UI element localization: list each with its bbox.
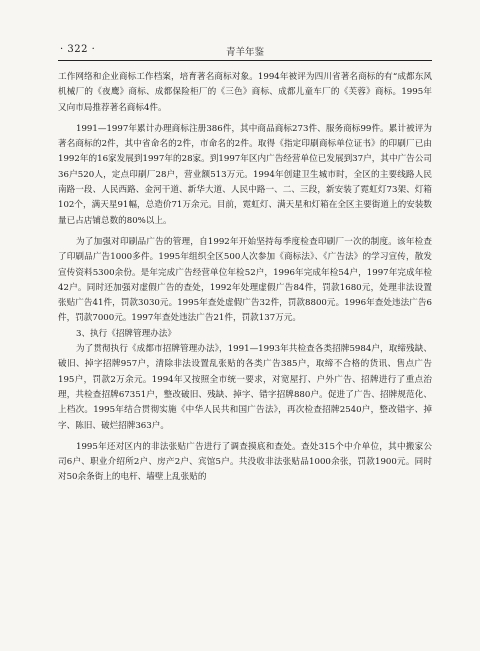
paragraph: 为了加强对印刷品广告的管理，自1992年开始坚持每季度检查印刷厂一次的制度。该年检查了印刷品广告1000多件。1995年组织全区500人次参加《商标法》、《广告法》的学习宣传，散发宣传资料5300余份。是年完成广告经营单位年检52户，1996年完成年检54户，1997年完成年检42户。同时还加强对虚假广告的查处，1992年处理虚假广告84件，罚款1680元，处理非法设置张贴广告41件，罚款3030元。1995年查处虚假广告32件，罚款8800元。1996年查处违法广告6件，罚款7000元。1997年查处违法广告21件，罚款137万元。 — [58, 236, 432, 324]
body-text — [58, 70, 432, 486]
paragraph: 为了贯彻执行《成都市招牌管理办法》，1991—1993年共检查各类招牌5984户，取缔残缺、破旧、掉字招牌957户，清除非法设置乱张贴的各类广告385户，取缔不合格的货讯、售点广告195户，罚款2万余元。1994年又按照全市统一要求，对宽屋打、户外广告、招牌进行了重点治理，共检查招牌67351户，整改破旧、残缺、掉字、错字招牌880户。促进了广告、招牌规范化、上档次。1995年结合贯彻实施《中华人民共和国广告法》，再次检查招牌2540户，整改错字、掉字、陈旧、破烂招牌363户。 — [58, 344, 432, 431]
paragraph: 1991—1997年累计办理商标注册386件，其中商品商标273件、服务商标99件。累计被评为著名商标的2件，其中省命名的2件，市命名的2件。取得《指定印刷商标单位证书》的印刷厂已由1992年的16家发展到1997年的28家。到1997年区内广告经营单位已发展到37户，其中广告公司36户520人，定点印刷厂28户，营业额513万元。1994年创建卫生城市时，全区的主要线路人民南路一段、人民西路、金河干道、新华大道、人民中路一、二、三段，新安装了霓虹灯73架、灯箱102个，满天星91幅，总造价71万余元。目前，霓虹灯、满天星和灯箱在全区主要街道上的安装数量已占店铺总数的80%以上。 — [58, 123, 432, 226]
page-header — [58, 44, 432, 60]
paragraph: 工作网络和企业商标工作档案，培育著名商标对象。1994年被评为四川省著名商标的有“成都东风机械厂的《夜鹰》商标、成都保险柜厂的《三色》商标、成都儿童车厂的《芙蓉》商标。1995年又向市局推荐著名商标4件。 — [58, 72, 432, 113]
header-rule — [58, 60, 432, 61]
running-title: 青羊年鉴 — [225, 47, 264, 58]
page-number: · 322 · — [60, 44, 96, 55]
section-heading: 3、执行《招牌管理办法》 — [76, 328, 176, 339]
paragraph: 1995年还对区内的非法张贴广告进行了调查摸底和查处。查处315个中介单位，其中搬家公司6户、职业介绍所2户、房产2户、宾馆5户。共没收非法张贴品1000余张，罚款1900元。同时对50余条街上的电杆、墙壁上乱张贴的 — [58, 441, 432, 483]
